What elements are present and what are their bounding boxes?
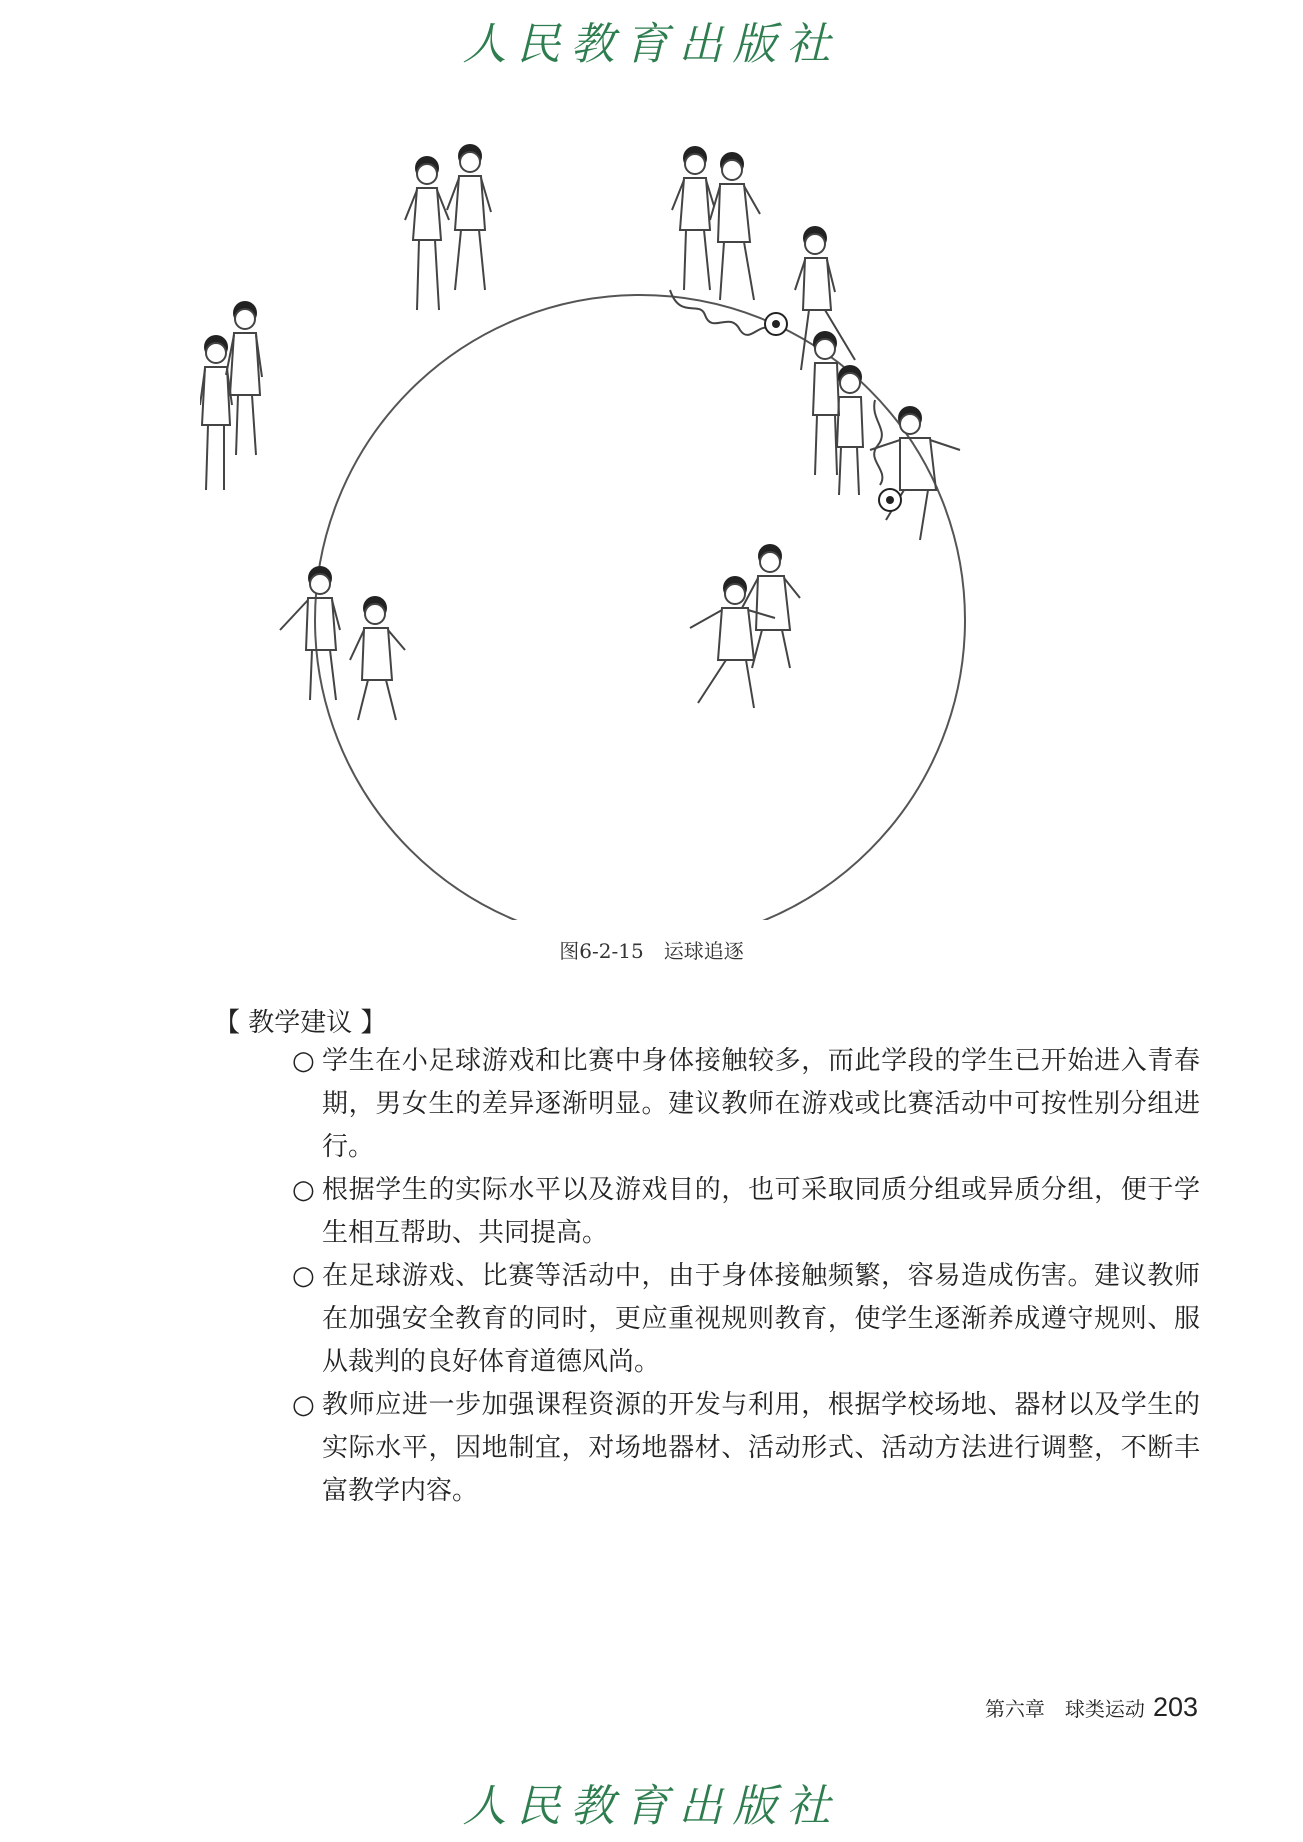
figure-caption: 图6-2-15 运球追逐	[559, 939, 744, 963]
circle-bullet-icon: ○	[292, 1261, 315, 1291]
students-group-bottom-right	[690, 544, 800, 708]
suggestion-item	[290, 1169, 1200, 1255]
suggestion-item	[290, 1384, 1200, 1513]
circle-bullet-icon: ○	[292, 1046, 315, 1076]
chapter-title: 第六章 球类运动	[984, 1697, 1145, 1721]
suggestion-text: 教师应进一步加强课程资源的开发与利用，根据学校场地、器材以及学生的实际水平，因地制宜，对场地器材、活动形式、活动方法进行调整，不断丰富教学内容。	[322, 1390, 1200, 1506]
publisher-logo-bottom: 人民教育出版社	[462, 1781, 841, 1832]
circle-bullet-icon: ○	[292, 1175, 315, 1205]
suggestion-text: 根据学生的实际水平以及游戏目的，也可采取同质分组或异质分组，便于学生相互帮助、共同提高。	[322, 1175, 1200, 1248]
page-number: 203	[1152, 1692, 1198, 1722]
publisher-logo-top: 人民教育出版社	[462, 19, 841, 70]
students-group-left	[200, 301, 262, 490]
circle-bullet-icon: ○	[292, 1390, 315, 1420]
page-footer	[985, 1692, 1198, 1723]
soccer-ball-right	[879, 489, 901, 511]
students-group-right	[813, 331, 863, 495]
suggestion-text: 在足球游戏、比赛等活动中，由于身体接触频繁，容易造成伤害。建议教师在加强安全教育的同时，更应重视规则教育，使学生逐渐养成遵守规则、服从裁判的良好体育道德风尚。	[322, 1261, 1200, 1377]
suggestion-item	[290, 1040, 1200, 1169]
suggestion-text: 学生在小足球游戏和比赛中身体接触较多，而此学段的学生已开始进入青春期，男女生的差异逐渐明显。建议教师在游戏或比赛活动中可按性别分组进行。	[322, 1046, 1200, 1162]
students-group-top-left	[405, 144, 491, 310]
playing-circle	[315, 295, 965, 920]
section-title-teaching-suggestions: 【 教学建议 】	[214, 1008, 387, 1038]
students-group-bottom-left	[280, 566, 405, 720]
dribbling-student-right	[870, 406, 960, 540]
soccer-ball-upper	[765, 313, 787, 335]
students-group-top-right	[672, 146, 760, 300]
dribbling-chase-illustration	[200, 130, 1180, 920]
dribble-path-right	[874, 400, 882, 485]
suggestion-list	[290, 1040, 1200, 1513]
suggestion-item	[290, 1255, 1200, 1384]
